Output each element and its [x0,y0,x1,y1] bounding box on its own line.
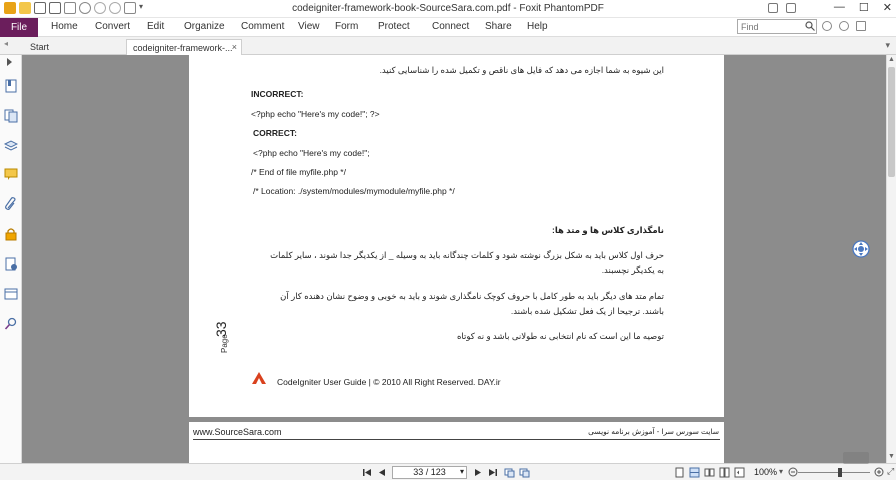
zoom-slider[interactable] [798,472,870,473]
menu-comment[interactable]: Comment [241,21,285,32]
next-view-icon[interactable] [519,467,530,478]
menu-edit[interactable]: Edit [147,21,165,32]
last-page-icon[interactable] [487,467,498,478]
vertical-scrollbar[interactable] [886,55,896,463]
menu-help[interactable]: Help [527,21,548,32]
window-controls [834,1,892,14]
codeigniter-logo-icon [252,372,266,384]
search-icon[interactable] [805,21,815,31]
scroll-up-icon[interactable]: ▲ [888,56,895,63]
incorrect-heading: INCORRECT: [251,89,304,99]
first-page-icon[interactable] [362,467,373,478]
ribbon-menu-bar [0,18,896,37]
document-tab-bar [0,37,896,55]
ribbon-right-icons [822,21,866,31]
menu-form[interactable]: Form [335,21,359,32]
section-heading: نامگذاری کلاس ها و متد ها: [552,225,664,235]
sign-in-icon[interactable] [768,3,778,13]
expand-panel-icon[interactable] [4,57,14,67]
site-name-rtl: سایت سورس سرا - آموزش برنامه نویسی [588,427,719,436]
page-number-input[interactable] [392,466,467,479]
zoom-out-icon[interactable] [788,467,798,477]
tab-document[interactable] [126,39,242,55]
previous-view-icon[interactable] [504,467,515,478]
scrollbar-thumb[interactable] [888,67,895,177]
maximize-button[interactable]: ☐ [858,2,869,14]
correct-code: <?php echo "Here's my code!"; [253,148,370,158]
end-of-file-comment: /* End of file myfile.php */ [251,167,346,177]
signature-icon[interactable] [4,257,18,271]
page-footer: CodeIgniter User Guide | © 2010 All Right Reserved. DAY.ir [277,377,501,387]
page-number: 33 [213,321,229,337]
single-page-view-icon[interactable] [674,467,685,478]
continuous-view-icon[interactable] [689,467,700,478]
menu-home[interactable]: Home [51,21,78,32]
menu-convert[interactable]: Convert [95,21,131,32]
help-icon[interactable] [839,21,849,31]
menu-connect[interactable]: Connect [432,21,470,32]
tab-close-button[interactable]: × [231,42,237,52]
paragraph-2-line-2: باشند. ترجیحا از یک فعل تشکیل شده باشند. [510,306,664,316]
scroll-down-icon[interactable]: ▼ [888,453,895,460]
layers-icon[interactable] [4,139,18,153]
zoom-slider-thumb[interactable] [838,468,842,477]
zoom-in-icon[interactable] [874,467,884,477]
incorrect-code: <?php echo "Here's my code!"; ?> [251,109,380,119]
pdf-page [189,55,724,417]
pdf-page-next [189,422,724,463]
file-menu-button[interactable]: File [0,18,38,37]
zoom-dropdown-icon[interactable]: ▾ [779,467,784,476]
zoom-level[interactable]: 100% [754,467,778,477]
layout-icon[interactable] [786,3,796,13]
continuous-facing-view-icon[interactable] [719,467,730,478]
pages-thumbnail-icon[interactable] [4,109,18,123]
site-url-text: www.SourceSara.com [193,427,282,437]
navigation-sidebar [0,55,22,463]
fullscreen-icon[interactable]: ⤢ [887,466,895,476]
tab-start-label: Start [30,42,50,52]
security-lock-icon[interactable] [4,227,18,241]
qat-dropdown-icon[interactable]: ▾ [139,2,144,11]
tab-document-label: codeigniter-framework-... [133,43,233,53]
pan-navigation-icon[interactable] [852,240,870,258]
paragraph-1-line-2: به یکدیگر نچسبند. [601,265,664,275]
page-text-top: این شیوه به شما اجازه می دهد که فایل های ناقص و تکمیل شده را شناسایی کنید. [379,65,664,75]
menu-share[interactable]: Share [485,21,512,32]
menu-protect[interactable]: Protect [378,21,410,32]
previous-page-icon[interactable] [377,467,388,478]
window-title: codeigniter-framework-book-SourceSara.com.pdf - Foxit PhantomPDF [292,3,604,14]
comments-icon[interactable] [4,167,18,181]
fields-icon[interactable] [4,287,18,301]
attachment-icon[interactable] [4,197,18,211]
page-label: Page [220,334,229,353]
tab-scroll-left-icon[interactable]: ◂ [4,39,9,48]
paragraph-1-line-1: حرف اول کلاس باید به شکل بزرگ نوشته شود و کلمات چندگانه باید به وسیله _ از یکدیگر جدا شوند ، سایر کلمات [270,250,664,260]
correct-heading: CORRECT: [253,128,297,138]
bookmark-icon[interactable] [4,79,18,93]
tab-start[interactable] [24,39,124,55]
search-tool-icon[interactable] [4,317,18,331]
settings-icon[interactable] [822,21,832,31]
status-bar [0,463,896,480]
header-rule [193,439,720,440]
fit-page-icon[interactable] [734,467,745,478]
facing-view-icon[interactable] [704,467,715,478]
menu-view[interactable]: View [298,21,320,32]
menu-organize[interactable]: Organize [184,21,225,32]
title-bar [0,0,896,18]
player-pause-overlay [843,452,869,464]
close-window-button[interactable]: ✕ [882,2,892,14]
tab-list-chevron-icon[interactable]: ▾ [885,40,890,50]
minimize-button[interactable]: — [833,1,845,13]
collapse-ribbon-icon[interactable] [856,21,866,31]
location-comment: /* Location: ./system/modules/mymodule/myfile.php */ [253,186,455,196]
page-dropdown-icon[interactable]: ▾ [459,467,464,476]
title-tools [768,3,796,13]
paragraph-2-line-1: تمام متد های دیگر باید به طور کامل با حروف کوچک نامگذاری شوند و باید به خوبی و وضوح نشان دهنده کار آن [280,291,664,301]
paragraph-3: توصیه ما این است که نام انتخابی نه طولانی باشد و نه کوتاه [456,331,664,341]
page-indicator-text: 33 / 123 [413,467,446,477]
next-page-icon[interactable] [472,467,483,478]
document-viewport[interactable] [22,55,886,463]
